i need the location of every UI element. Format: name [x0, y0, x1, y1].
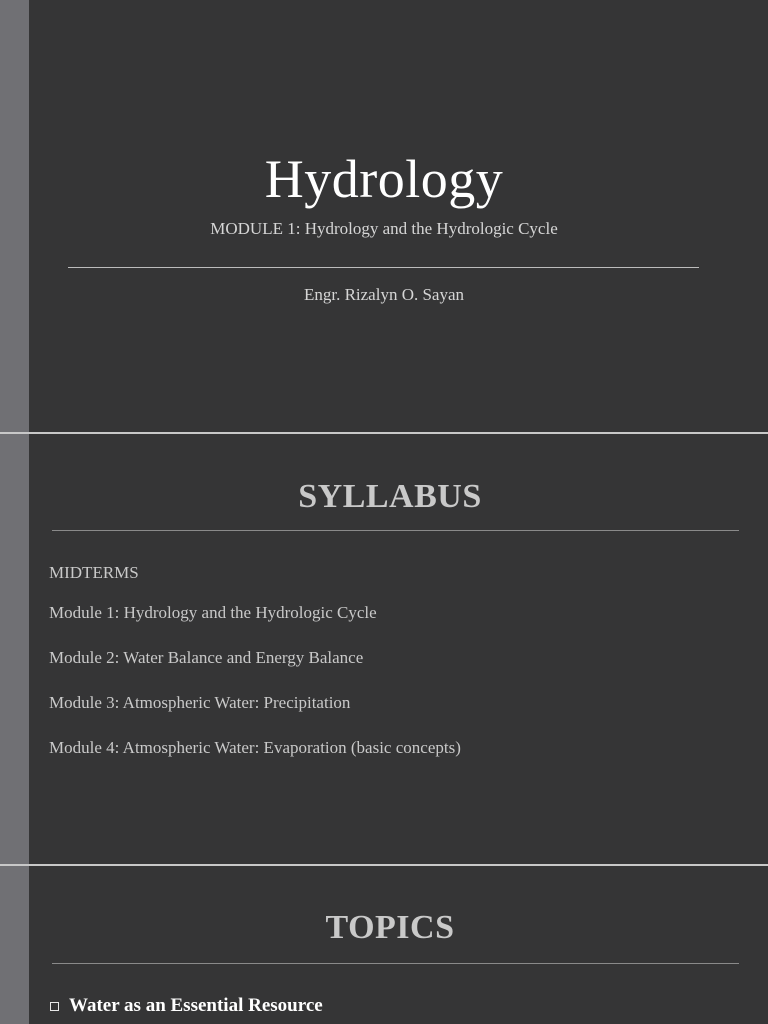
topic-list-item	[50, 995, 323, 1017]
module-item: Module 3: Atmospheric Water: Precipitation	[49, 693, 351, 712]
heading-divider	[52, 530, 739, 531]
slide-heading: TOPICS	[325, 909, 455, 946]
slide-heading: SYLLABUS	[298, 478, 482, 515]
slide-side-band	[0, 434, 29, 864]
module-item: Module 4: Atmospheric Water: Evaporation (basic concepts)	[49, 738, 461, 757]
module-item: Module 2: Water Balance and Energy Balance	[49, 648, 364, 667]
slide-side-band	[0, 0, 29, 432]
slide-3-topics	[0, 866, 768, 1024]
slide-2-syllabus	[0, 434, 768, 864]
slide-side-band	[0, 866, 29, 1024]
presentation-title: Hydrology	[264, 149, 504, 209]
slide-1-title	[0, 0, 768, 432]
square-bullet-icon	[50, 1002, 59, 1011]
presentation-subtitle: MODULE 1: Hydrology and the Hydrologic Cycle	[210, 219, 558, 238]
presentation-author: Engr. Rizalyn O. Sayan	[303, 285, 465, 304]
topic-label: Water as an Essential Resource	[69, 995, 323, 1016]
heading-divider	[52, 963, 739, 964]
title-divider	[68, 267, 699, 268]
term-label: MIDTERMS	[49, 563, 139, 582]
module-item: Module 1: Hydrology and the Hydrologic Cycle	[49, 603, 377, 622]
